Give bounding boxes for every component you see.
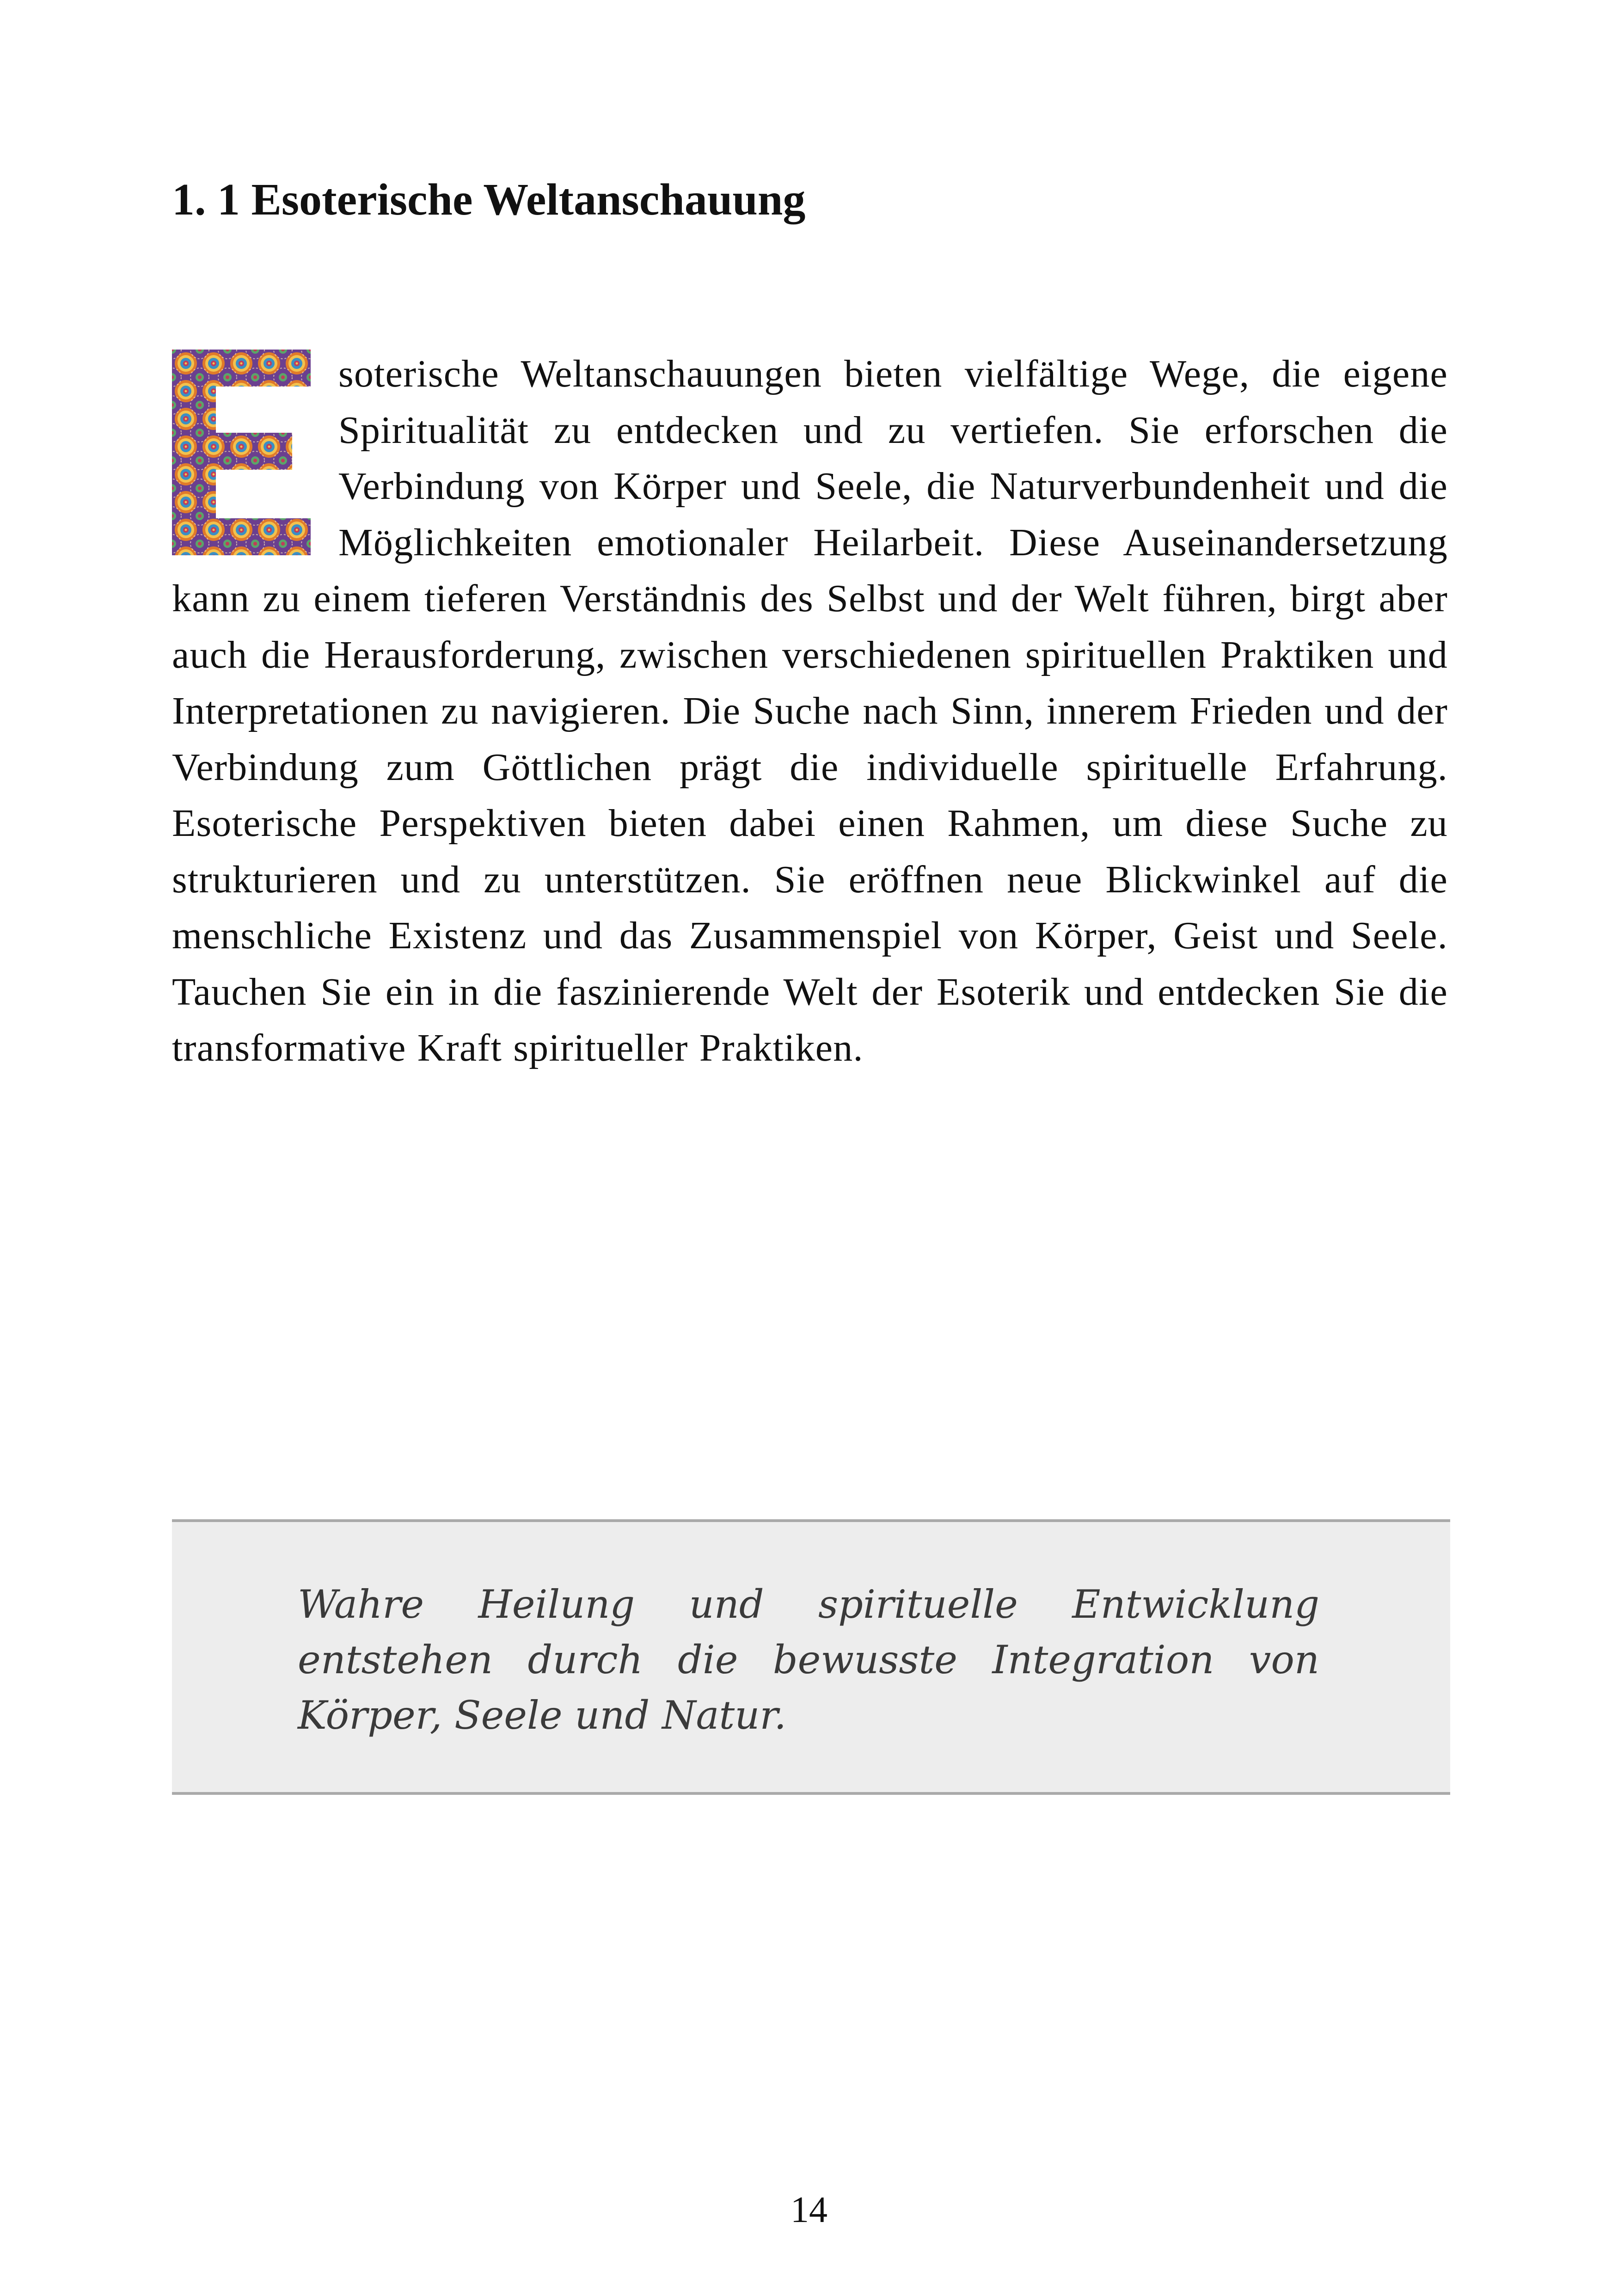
decorative-drop-cap-e [172,350,311,555]
section-heading: 1. 1 Esoterische Weltanschauung [172,175,806,225]
pull-quote-box [172,1519,1450,1795]
page-number: 14 [791,2190,827,2230]
body-paragraph-text: soterische Weltanschauungen bieten vielfältige Wege, die eigene Spiritualität zu entdecken und zu vertiefen. Sie erforschen die Verbindung von Körper und Seele, die Naturverbundenheit und die Möglichkeiten emotionaler Heilarbeit. Diese Auseinandersetzung kann zu einem tieferen Verständnis des Selbst und der Welt führen, birgt aber auch die Herausforderung, zwischen verschiedenen spirituellen Praktiken und Interpretationen zu navigieren. Die Suche nach Sinn, innerem Frieden und der Verbindung zum Göttlichen prägt die individuelle spirituelle Erfahrung. Esoterische Perspektiven bieten dabei einen Rahmen, um diese Suche zu strukturieren und zu unterstützen. Sie eröffnen neue Blickwinkel auf die menschliche Existenz und das Zusammenspiel von Körper, Geist und Seele. Tauchen Sie ein in die faszinierende Welt der Esoterik und entdecken Sie die transformative Kraft spiritueller Praktiken. [172,352,1448,1069]
body-paragraph [172,346,1448,1076]
pull-quote-text: Wahre Heilung und spirituelle Entwicklung entstehen durch die bewusste Integration von Körper, Seele und Natur. [298,1582,1319,1738]
ornamental-letter-e-image [172,350,311,555]
